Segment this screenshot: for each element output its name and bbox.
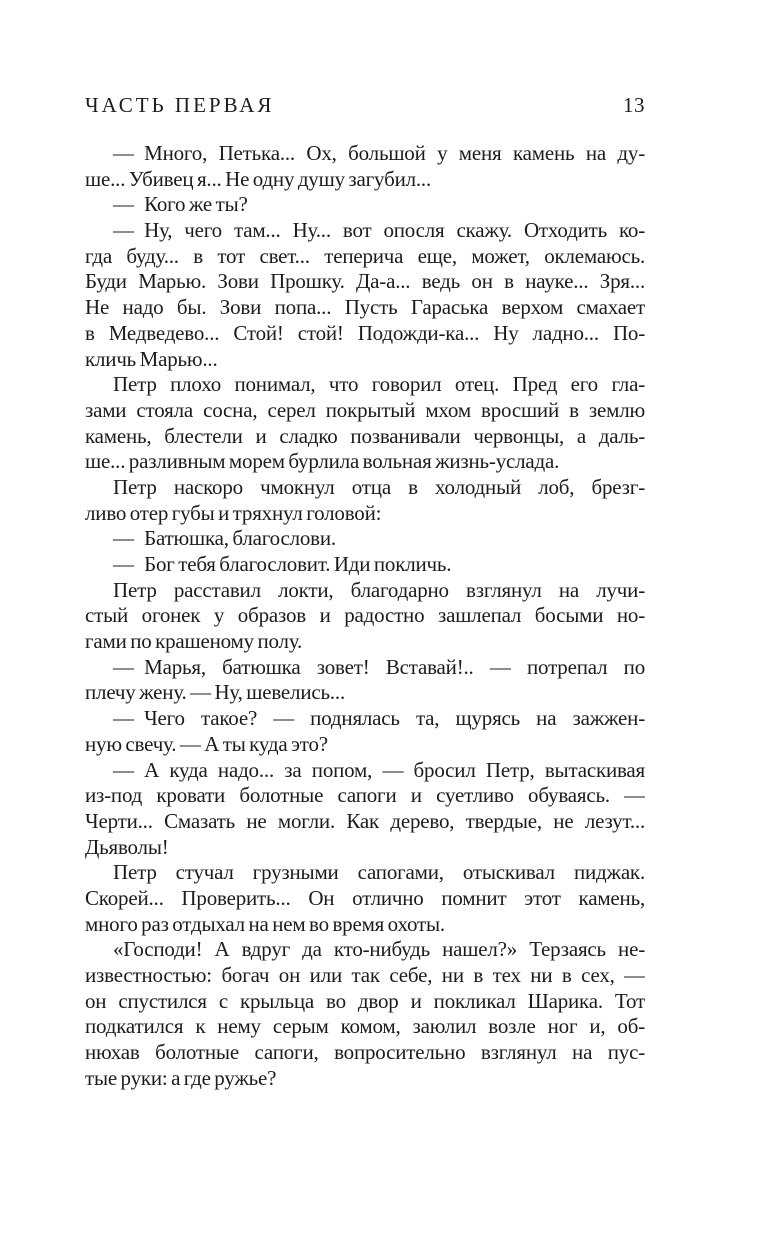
text-line: тые руки: а где ружье?	[85, 1065, 277, 1090]
text-line: он спустился с крыльца во двор и покликал Шарика. Тот	[85, 988, 645, 1013]
text-line: известностью: богач он или так себе, ни в тех ни в сех, —	[85, 963, 645, 987]
text-line: Петр стучал грузными сапогами, отыскивал пиджак.	[113, 860, 645, 885]
text-line: Петр расставил локти, благодарно взглянул на лучи-	[113, 577, 645, 602]
text-line: стый огонек у образов и радостно зашлепал босыми но-	[85, 603, 645, 628]
page-text	[85, 141, 645, 1091]
text-line: — Батюшка, благослови.	[113, 526, 336, 551]
text-line: ше... Убивец я... Не одну душу загубил...	[85, 166, 432, 191]
text-line: подкатился к нему серым комом, заюлил возле ног и, об-	[85, 1014, 645, 1039]
text-line: Не надо бы. Зови попа... Пусть Гараська верхом смахает	[85, 295, 645, 320]
text-line: нюхав болотные сапоги, вопросительно взглянул на пус-	[85, 1040, 645, 1065]
text-line: кличь Марью...	[85, 346, 218, 371]
text-line: ше... разливным морем бурлила вольная жизнь-услада.	[85, 449, 560, 474]
text-line: ную свечу. — А ты куда это?	[85, 731, 328, 756]
text-line: ливо отер губы и тряхнул головой:	[85, 500, 382, 525]
text-line: — Ну, чего там... Ну... вот опосля скажу. Отходить ко-	[113, 218, 645, 243]
text-line: Петр наскоро чмокнул отца в холодный лоб, брезг-	[113, 474, 645, 499]
text-line: — Марья, батюшка зовет! Вставай!.. — потрепал по	[113, 654, 645, 679]
page-header	[85, 93, 645, 117]
text-line: Петр плохо понимал, что говорил отец. Пред его гла-	[113, 372, 645, 397]
running-title: ЧАСТЬ ПЕРВАЯ	[85, 93, 275, 117]
text-line: гда буду... в тот свет... теперича еще, может, оклемаюсь.	[85, 243, 645, 268]
text-line: Черти... Смазать не могли. Как дерево, твердые, не лезут...	[85, 808, 645, 833]
text-line: из-под кровати болотные сапоги и суетливо обуваясь. —	[85, 783, 645, 808]
text-line: зами стояла сосна, серел покрытый мхом вросший в землю	[85, 397, 645, 422]
text-line: много раз отдыхал на нем во время охоты.	[85, 911, 445, 936]
text-line: камень, блестели и сладко позванивали червонцы, а даль-	[85, 423, 645, 448]
text-line: плечу жену. — Ну, шевелись...	[85, 680, 346, 705]
text-line: в Медведево... Стой! стой! Подожди-ка... Ну ладно... По-	[85, 320, 645, 345]
text-line: — Бог тебя благословит. Иди покличь.	[113, 552, 452, 576]
text-line: «Господи! А вдруг да кто-нибудь нашел?» Терзаясь не-	[113, 937, 645, 962]
text-line: Буди Марью. Зови Прошку. Да-а... ведь он в науке... Зря...	[85, 269, 645, 294]
text-line: Скорей... Проверить... Он отлично помнит этот камень,	[85, 885, 645, 910]
text-line: Дьяволы!	[85, 834, 169, 859]
text-line: — А куда надо... за попом, — бросил Петр, вытаскивая	[113, 757, 645, 782]
text-line: — Кого же ты?	[113, 192, 248, 217]
page-number: 13	[623, 93, 645, 117]
text-line: — Чего такое? — поднялась та, щурясь на зажжен-	[113, 706, 645, 731]
text-line: гами по крашеному полу.	[85, 629, 303, 654]
text-line: — Много, Петька... Ох, большой у меня камень на ду-	[113, 141, 645, 165]
